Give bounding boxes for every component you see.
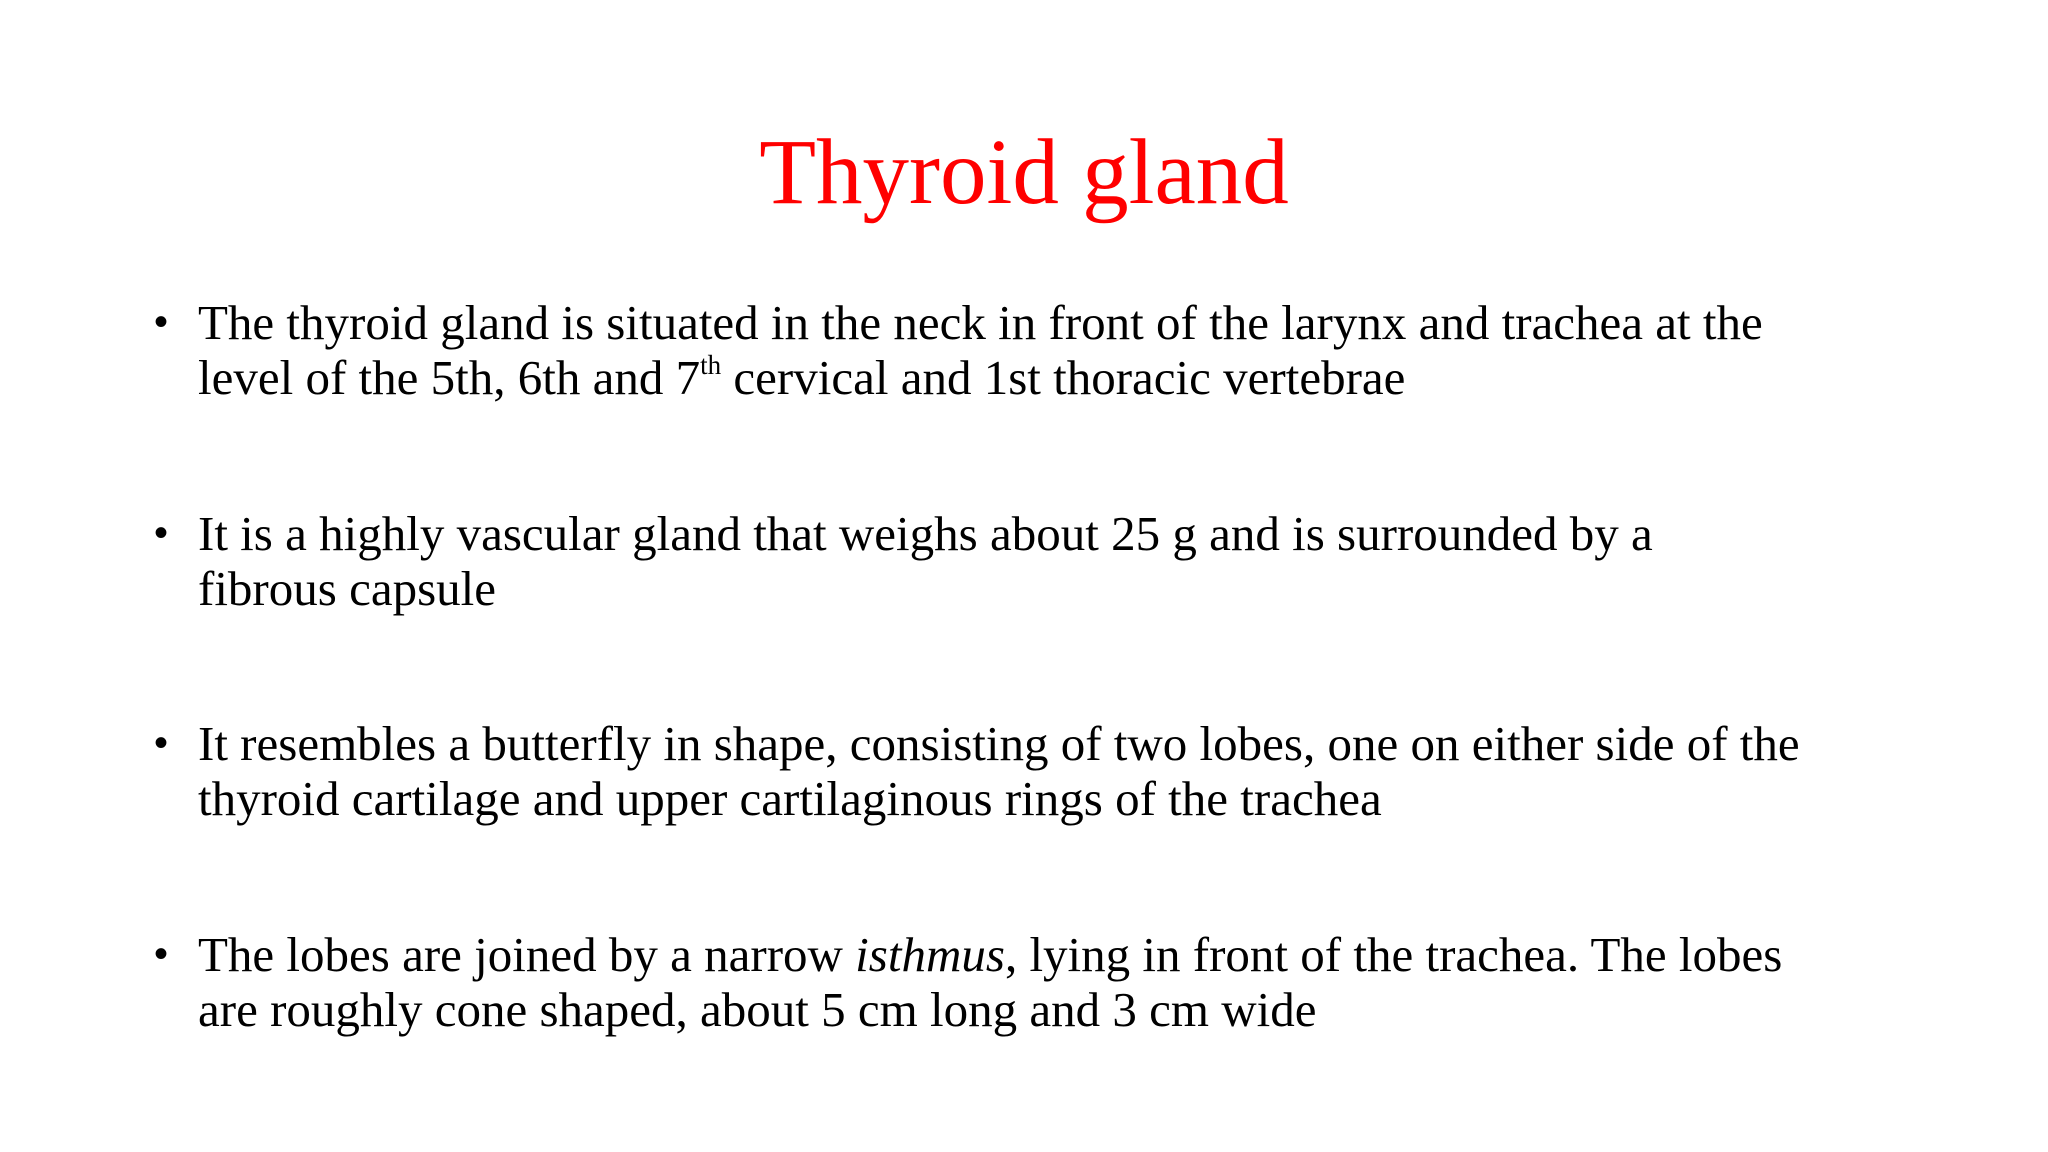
bullet-text xyxy=(198,506,1918,616)
italic-isthmus: isthmus xyxy=(855,927,1005,982)
bullet-text xyxy=(198,927,1918,1037)
bullet-item-shape xyxy=(154,716,1918,826)
bullet-line-part: The lobes are joined by a narrow xyxy=(198,927,856,982)
bullet-line-part: level of the 5th, 6th and 7 xyxy=(198,350,701,405)
bullet-dot-icon: • xyxy=(154,511,169,555)
bullet-item-lobes xyxy=(154,927,1918,1037)
bullet-line: It resembles a butterfly in shape, consisting of two lobes, one on either side of the xyxy=(198,716,1800,771)
bullet-item-weight xyxy=(154,506,1918,616)
bullet-line: It is a highly vascular gland that weighs about 25 g and is surrounded by a xyxy=(198,506,1653,561)
bullet-line: The thyroid gland is situated in the neck in front of the larynx and trachea at the xyxy=(198,295,1763,350)
slide-title: Thyroid gland xyxy=(759,121,1289,224)
superscript-th: th xyxy=(700,350,722,380)
bullet-line: fibrous capsule xyxy=(198,561,496,616)
bullet-line: are roughly cone shaped, about 5 cm long and 3 cm wide xyxy=(198,982,1317,1037)
bullet-item-location xyxy=(154,295,1918,405)
bullet-dot-icon: • xyxy=(154,932,169,976)
bullet-line-part: cervical and 1st thoracic vertebrae xyxy=(721,350,1406,405)
bullet-text xyxy=(198,716,1918,826)
bullet-dot-icon: • xyxy=(154,721,169,765)
bullet-line: thyroid cartilage and upper cartilaginous rings of the trachea xyxy=(198,771,1382,826)
bullet-line-part: , lying in front of the trachea. The lobes xyxy=(1004,927,1783,982)
bullet-text xyxy=(198,295,1918,405)
bullet-dot-icon: • xyxy=(154,300,169,344)
